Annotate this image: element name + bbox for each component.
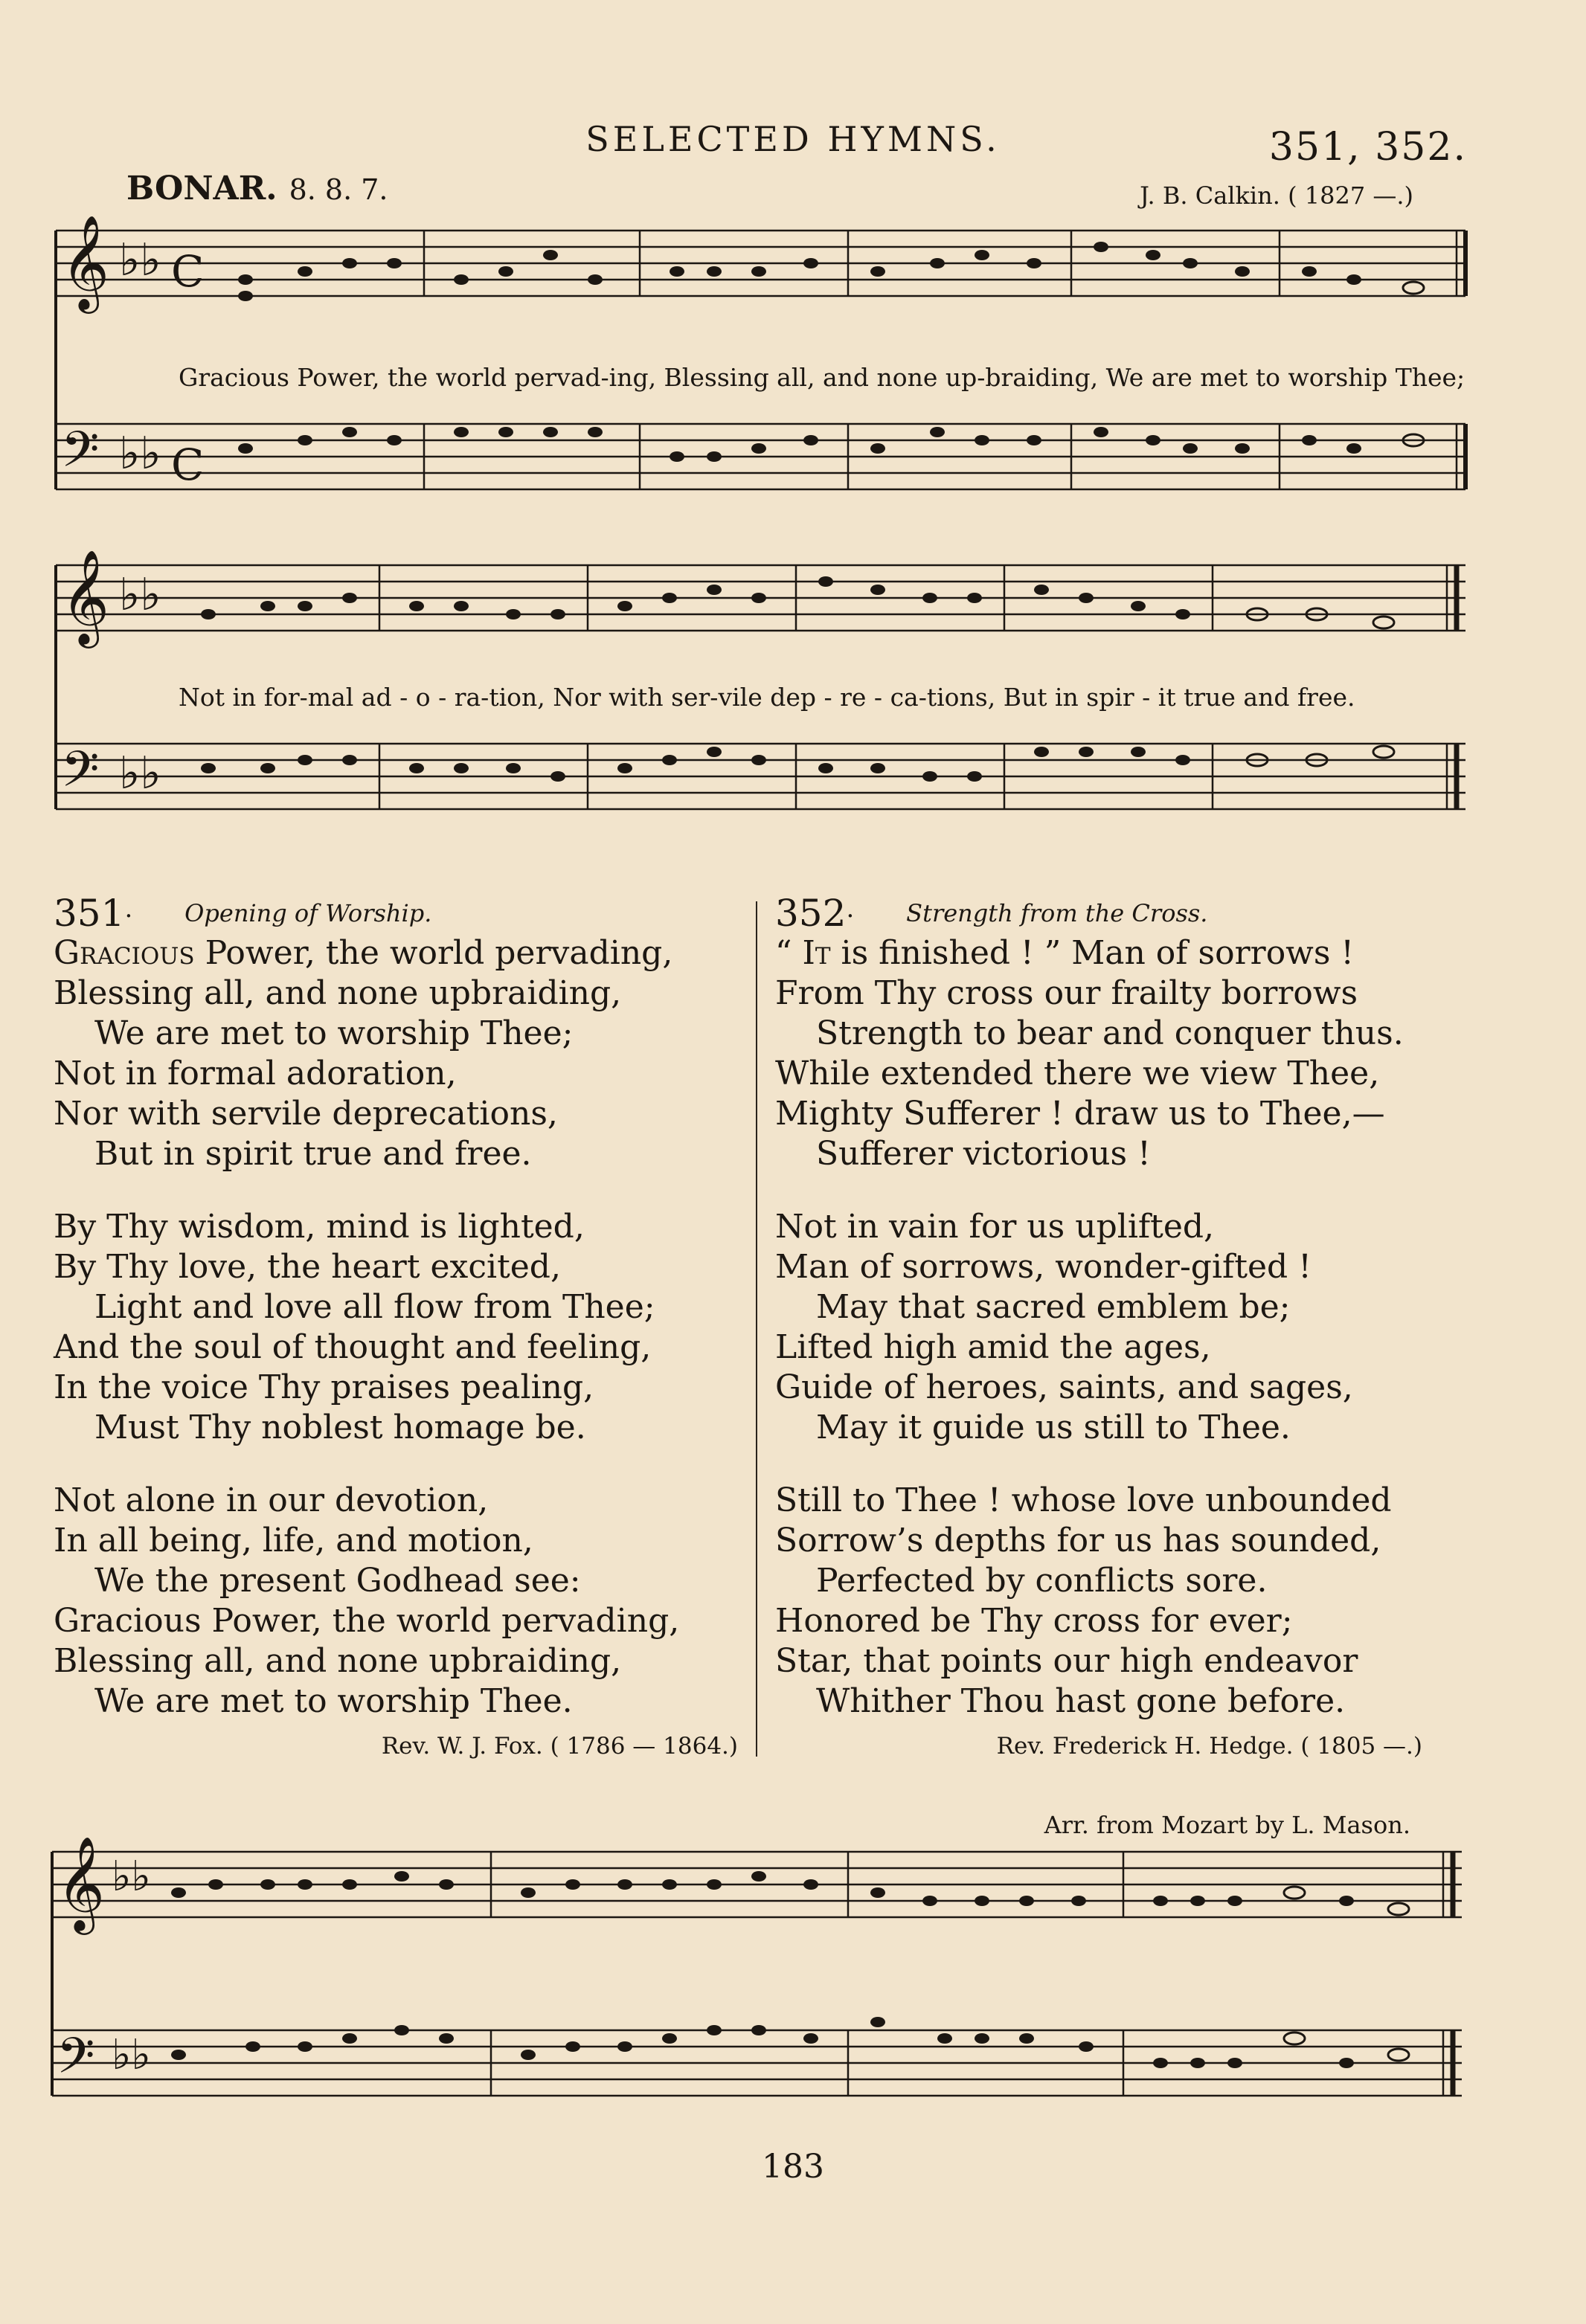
hymn-352-line: Not in vain for us uplifted, bbox=[775, 1208, 1215, 1246]
hymn-352-subtitle: Strength from the Cross. bbox=[906, 899, 1208, 927]
hymn-351-line: Gracious Power, the world pervading, bbox=[54, 1602, 680, 1640]
hymn-351-line: Nor with servile deprecations, bbox=[54, 1095, 558, 1133]
svg-text:C: C bbox=[171, 246, 205, 297]
tune-title: BONAR. bbox=[126, 170, 277, 207]
svg-text:𝄢: 𝄢 bbox=[61, 421, 100, 490]
hymn-351-line: Blessing all, and none upbraiding, bbox=[54, 1642, 622, 1680]
hymn-351-line: Not alone in our devotion, bbox=[54, 1481, 489, 1519]
hymn-352-heading bbox=[775, 889, 1467, 933]
svg-text:♭♭: ♭♭ bbox=[119, 569, 161, 621]
hymn-352-line: Sorrow’s depths for us has sounded, bbox=[775, 1522, 1381, 1559]
hymn-351-line: We are met to worship Thee. bbox=[94, 1682, 573, 1720]
hymn-352-line: Perfected by conflicts sore. bbox=[816, 1562, 1268, 1600]
hymn-351 bbox=[54, 889, 745, 1766]
tune-meter: 8. 8. 7. bbox=[289, 173, 388, 206]
hymn-351-line: By Thy love, the heart excited, bbox=[54, 1248, 561, 1286]
svg-text:C: C bbox=[171, 440, 205, 490]
svg-text:♭♭: ♭♭ bbox=[119, 234, 161, 286]
hymn-352-line: From Thy cross our frailty borrows bbox=[775, 974, 1358, 1012]
hymn-351-line: Blessing all, and none upbraiding, bbox=[54, 974, 622, 1012]
hymn-351-dot: . bbox=[124, 894, 133, 924]
hymn-351-number: 351 bbox=[54, 892, 125, 935]
svg-text:𝄞: 𝄞 bbox=[57, 1837, 106, 1931]
hymn-352-line: Sufferer victorious ! bbox=[816, 1135, 1151, 1173]
hymn-352-line: Strength to bear and conquer thus. bbox=[816, 1014, 1404, 1052]
svg-text:♭♭: ♭♭ bbox=[112, 1853, 151, 1901]
hymn-352-line: Still to Thee ! whose love unbounded bbox=[775, 1481, 1392, 1519]
hymn-351-first-word: Gracious bbox=[54, 934, 195, 972]
hymn-352-line: May that sacred emblem be; bbox=[816, 1288, 1291, 1326]
tune-name bbox=[126, 170, 388, 207]
hymn-352-line: While extended there we view Thee, bbox=[775, 1055, 1380, 1092]
hymn-351-line: We the present Godhead see: bbox=[94, 1562, 581, 1600]
hymn-352-line: Guide of heroes, saints, and sages, bbox=[775, 1368, 1353, 1406]
column-divider bbox=[756, 901, 757, 1757]
hymn-352-line: Star, that points our high endeavor bbox=[775, 1642, 1358, 1680]
hymn-351-line: Must Thy noblest homage be. bbox=[94, 1409, 586, 1446]
hymn-351-line: In all being, life, and motion, bbox=[54, 1522, 533, 1559]
svg-text:♭♭: ♭♭ bbox=[119, 747, 161, 799]
svg-text:♭♭: ♭♭ bbox=[112, 2031, 151, 2079]
hymn-352-line: Lifted high amid the ages, bbox=[775, 1328, 1211, 1366]
hymn-351-line: In the voice Thy praises pealing, bbox=[54, 1368, 594, 1406]
hymn-351-line-1 bbox=[54, 933, 745, 973]
hymn-352-line: Honored be Thy cross for ever; bbox=[775, 1602, 1293, 1640]
hymn-351-heading bbox=[54, 889, 745, 933]
hymn-351-line: And the soul of thought and feeling, bbox=[54, 1328, 652, 1366]
music-lyrics-line-2: Not in for-mal ad - o - ra-tion, Nor with ser-vile dep - re - ca-tions, But in spir - it true and free. bbox=[179, 683, 1355, 712]
svg-text:𝄞: 𝄞 bbox=[61, 216, 110, 309]
hymn-351-line: Not in formal adoration, bbox=[54, 1055, 457, 1092]
svg-text:𝄢: 𝄢 bbox=[61, 741, 100, 810]
hymn-351-author: Rev. W. J. Fox. ( 1786 — 1864.) bbox=[381, 1733, 738, 1760]
svg-text:♭♭: ♭♭ bbox=[119, 428, 161, 480]
tune-composer: J. B. Calkin. ( 1827 —.) bbox=[1140, 181, 1413, 210]
hymn-351-line: We are met to worship Thee; bbox=[94, 1014, 574, 1052]
hymn-352-first-word: “ It bbox=[775, 934, 831, 972]
svg-text:𝄢: 𝄢 bbox=[57, 2027, 95, 2096]
running-header: SELECTED HYMNS. bbox=[585, 119, 1001, 159]
hymn-352-number: 352 bbox=[775, 892, 847, 935]
hymn-352-line-1 bbox=[775, 933, 1467, 973]
hymn-352-line: Mighty Sufferer ! draw us to Thee,— bbox=[775, 1095, 1385, 1133]
arrangement-credit: Arr. from Mozart by L. Mason. bbox=[1044, 1811, 1410, 1839]
hymn-352 bbox=[775, 889, 1467, 1766]
hymn-352-line: May it guide us still to Thee. bbox=[816, 1409, 1291, 1446]
hymn-351-subtitle: Opening of Worship. bbox=[184, 899, 432, 927]
hymn-351-first-line-rest: Power, the world pervading, bbox=[194, 934, 673, 972]
hymn-352-line: Whither Thou hast gone before. bbox=[816, 1682, 1346, 1720]
hymn-351-line: But in spirit true and free. bbox=[94, 1135, 532, 1173]
music-lyrics-line-1: Gracious Power, the world pervad-ing, Blessing all, and none up-braiding, We are met to worship Thee; bbox=[179, 363, 1465, 392]
hymn-352-first-line-rest: is finished ! ” Man of sorrows ! bbox=[830, 934, 1355, 972]
page-number: 183 bbox=[762, 2148, 824, 2186]
hymn-352-author: Rev. Frederick H. Hedge. ( 1805 —.) bbox=[996, 1733, 1422, 1760]
svg-text:𝄞: 𝄞 bbox=[61, 550, 110, 644]
music-system-3 bbox=[0, 1837, 1586, 2134]
hymn-352-line: Man of sorrows, wonder-gifted ! bbox=[775, 1248, 1312, 1286]
hymn-numbers-header: 351, 352. bbox=[1268, 125, 1467, 170]
hymn-352-dot: . bbox=[846, 894, 855, 924]
hymn-351-line: By Thy wisdom, mind is lighted, bbox=[54, 1208, 585, 1246]
hymn-351-line: Light and love all flow from Thee; bbox=[94, 1288, 655, 1326]
